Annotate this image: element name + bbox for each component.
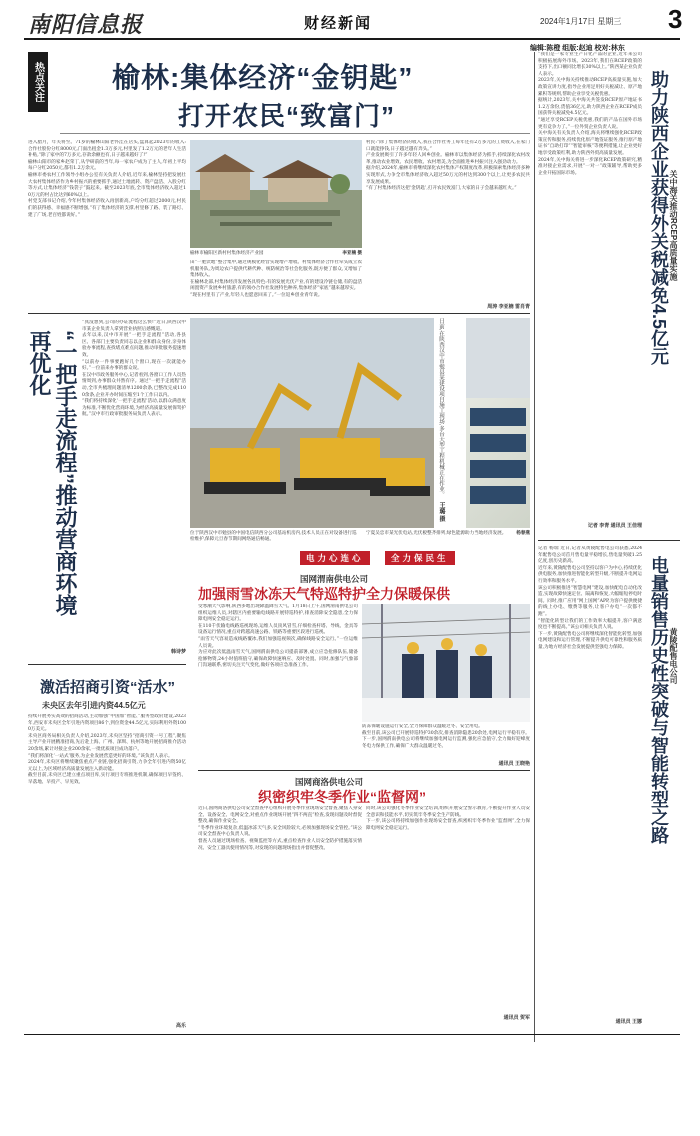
masthead-date [540,16,621,27]
lead-body-right: 村民:“除了集体经济的收入,我在合作社务工每年还有2万多元的工资收入,在家门口就能挣钱,日子越过越有奔头。” 产业发展吸引了许多年轻人回乡创业。榆林市以集体经济为抓手,持续深化农村改革,推动农业增效、农民增收、农村增美,为全面推进乡村振兴注入强劲动力。 据介绍,2024年,榆林市将继续深化农村集体产权制度改革,积极探索集体经济多种实现形式,力争全市集体经济收入超过50万元的村达到300个以上,让更多农民共享发展成果。 “有了村集体经济这把‘金钥匙’,打开农民致富门,大家的日子会越来越红火。” [366,140,530,192]
right-bottom-subhead: 黄陵配售电公司 [669,628,678,684]
right-bottom-headline: 电量销售历史性突破与智能转型之路 [649,556,669,844]
bottom-story-body-right: 同时,该公司强化冬季作业安全培训,组织开展安全警示教育,不断提升作业人员安全意识和技能水平,切实筑牢冬季安全生产防线。 下一步,该公司将持续加强作业现场安全督查,织密织牢冬季作业“监督网”,全力保障电网安全稳定运行。 [366,806,530,831]
right-bottom-byline: 通讯员 王娜 [615,1019,642,1025]
banner-byline: 通讯员 王晓艳 [498,761,530,767]
editors-line: 编辑:陈橙 组版:赵迪 校对:林东 [530,45,625,52]
banner-label-left: 电力心连心 [300,551,370,565]
weekday-text: 星期三 [597,17,622,26]
right-top-body: “我们是一家专业生产日化产品的企业,近年来公司积极拓展海外市场。2023年,我们在RCEP政策的支持下,出口额同比增长30%以上。”陕西某企业负责人表示。 2023年,关中海关持续推动RCEP高质量实施,加大政策宣讲力度,指导企业用足用好关税减让、原产地累积等规则,帮助企业享受关税优惠。 据统计,2023年,关中海关共签发RCEP原产地证书1.2万余份,货值36亿元,助力陕西企业在RCEP成员国获得关税减免4.5亿元。 “通过享受RCEP关税优惠,我们的产品在国外市场更有竞争力了。”一位外贸企业负责人说。 关中海关有关负责人介绍,海关将继续强化RCEP政策宣传和服务,持续优化原产地签证服务,推行原产地证书“自助打印”“智能审核”等便利措施,让企业更好地享受政策红利,助力陕西外贸高质量发展。 2024年,关中海关将进一步深化RCEP政策研究,精准对接企业需求,开展“一对一”政策辅导,帮助更多企业开拓国际市场。 [538,52,642,176]
machinery-photo-illustration [190,318,434,528]
lead-headline-1: 榆林:集体经济“金钥匙” [112,62,414,93]
lead-photo-caption [190,250,362,256]
right-column-rule [534,52,535,1042]
right-top-byline: 记者 李青 通讯员 王佳理 [587,523,642,529]
date-text: 2024年1月17日 [540,17,596,26]
photo-2 [190,318,434,528]
lead-headline-2: 打开农民“致富门” [178,101,396,131]
sub-story-subheadline: 未央区去年引进内资44.5亿元 [42,701,146,710]
right-bottom-top-rule [538,540,680,541]
banner-org: 国网渭南供电公司 [300,574,369,584]
lead-byline: 周涛 李亚楠 雷肖青 [487,304,530,310]
photo-2-vertical-credit: 王璐 摄 [438,502,444,522]
solar-photo-illustration [466,318,530,528]
lead-headline-rule [60,133,530,134]
banner-label-right: 全力保民生 [385,551,455,565]
right-top-headline: 助力陕西企业获得外关税减免4.5亿元 [649,70,669,366]
banner-photo [362,604,530,722]
left-feature-byline: 韩诗梦 [170,649,186,655]
masthead-rule [24,38,680,40]
page-number: 3 [668,4,683,34]
photo-3-caption-credit: 杨春燕 [516,530,530,535]
banner-body-left: 受寒潮天气影响,陕西多地出现降温降雪天气。1月18日上午,国网渭南供电公司组织运维人员,对辖区内重要输电线路开展特巡特护,排查消除安全隐患,全力保障电网安全稳定运行。 在110千伏输电线路巡视现场,运维人员顶风冒雪,仔细检查杆塔、导线、金具等设备运行情况,重点对跨越高速公路、铁路等重要区段进行巡视。 “雨雪天气容易造成线路覆冰,我们加强巡视频次,确保线路安全运行。”一位运维人员说。 为应对此次低温雨雪天气,国网渭南供电公司提前部署,成立应急抢修队伍,储备抢修物资,24小时值班值守,确保故障快速响应、及时处置。同时,加强与气象部门沟通联系,密切关注天气变化,做好各项应急准备工作。 [198,604,358,669]
photo-2-caption-right [366,530,530,536]
photo-2-vertical-caption-box [437,318,463,528]
bottom-story-org: 国网商洛供电公司 [295,777,364,787]
right-bottom-body: 记者 杨瑞 近日,记者从黄陵配售电公司获悉,2024年配售电公司首月售电量平稳增长,售电量突破1.25亿度,创历史新高。 近年来,黄陵配售电公司坚持以客户为中心,持续优化供电服务,加快推进智能化转型升级,不断提升电网运行效率和服务水平。 该公司积极推进“智慧电网”建设,加快配电自动化改造,实现故障快速定位、隔离和恢复,大幅缩短停电时间。同时,推广应用“网上国网”APP,为客户提供便捷的线上办电、缴费等服务,让客户办电“一次都不跑”。 “智能化转型让我们的工作效率大幅提升,客户满意度也不断提高。”该公司相关负责人说。 下一步,黄陵配售电公司将继续深化智能化转型,加强电网建设和运行管理,不断提升供电可靠性和服务质量,为地方经济社会发展提供坚强电力保障。 [538,546,642,650]
photo-3 [466,318,530,528]
sub-story-byline: 高乐 [175,1023,186,1029]
bottom-story-body-left: 近日,国网商洛供电公司安全督查中心组织开展冬季作业现场安全督查,聚焦人身安全、设备安全、电网安全,对重点作业现场开展“四不两直”检查,发现问题及时督促整改,确保作业安全。 “冬季作业环境复杂,低温冰冻天气多,安全风险较大,必须加强现场安全管控。”该公司安全督查中心负责人说。 督查人员通过现场检查、视频监控等方式,重点检查作业人员安全防护措施落实情况、安全工器具使用情况等,对发现的问题现场指出并督促整改。 [198,806,362,851]
lead-bottom-rule [28,313,530,314]
utility-workers-photo-illustration [362,604,530,722]
sub-story-headline: 激活招商引资“活水” [40,679,176,696]
photo-2-caption-left: 位于陕西汉中市勉县的中国电信陕西分公司基站机房内,技术人员正在对设备进行巡检维护,保障元旦春节期间网络通信畅通。 [190,530,357,542]
bottom-story-headline: 织密织牢冬季作业“监督网” [258,789,426,805]
lead-body-left: 进入腊月，年关将至。71岁的榆林山阳老怀洼在店头,盘算起2023年的收入:合作社股份分红8000元,门面出租金1.3万多元,村里发了1.2万元的老年人生活补贴,“除了家中的7万多元,存款余额也有,日子越来越好了!” 榆林山阳市的家乡赵荣丁,从学研前的当年,每一家农户成为了主人,年初上平均每户分红2050元,都有1.2万余元。 榆林市委农村工作领导小组办公室有关负责人介绍,近年来,榆林坚持把发展壮大农村集体经济作为乡村振兴的重要抓手,通过土地流转、资产盘活、入股分红等方式,让集体经济“钱袋子”鼓起来。截至2023年底,全市集体经济收入超过10万元的村占比达到60%以上。 村党支部书记介绍,今年村集体经济收入再创新高,户均分红超过2000元,村民们的获得感、幸福感不断增强,“有了集体经济的支撑,村里修了路、装了路灯、建了广场,老百姓都说好。” [28,140,186,218]
banner-body-right: 防冻保暖设施运行安全,全力保障群众温暖过冬、安全用电。 截至目前,该公司已开展特巡特护30余次,排查消除隐患20余处,电网运行平稳有序。 下一步,国网渭南供电公司将继续加强电网运行监测,强化应急值守,全力做好迎峰度冬电力保供工作,确保广大群众温暖过冬。 [362,724,530,749]
left-feature-headline: “一把手走流程”推动营商环境再优化 [27,330,78,616]
page-bottom-rule [24,1034,680,1035]
left-feature-body: “真没想到,公司的办证流程这么快!”近日,陕西汉中市某企业负责人拿到营业执照后感慨道。 去年以来,汉中市开展“一把手走流程”活动,各县区、各部门主要负责同志以企业和群众身份,亲身体验办事流程,查找堵点难点问题,推动审批服务提速增效。 “以前办一件事要跑好几个窗口,现在一次就能办好。”一位前来办事的群众说。 在汉中市政务服务中心,记者看到,各窗口工作人员热情周到,办事群众井然有序。通过“一把手走流程”活动,全市共梳理问题清单1200余条,已整改完成1100余条,企业开办时间压缩至1个工作日以内。 “我们将持续深化‘一把手走流程’活动,以群众满意度为标准,不断优化营商环境,为经济高质量发展保驾护航。”汉中市行政审批服务局负责人表示。 [82,320,186,418]
lead-photo-caption-text: 榆林市榆阳区新村村集体经济产业园 [190,250,264,255]
photo-3-caption-text: 宁夏吴忠市某光伏电站,光伏板整齐排列,绿色能源助力当地经济发展。 [366,530,507,535]
masthead-paper-name: 南阳信息报 [28,12,144,37]
bottom-story-byline: 通讯员 贺军 [503,1015,530,1021]
sub-story-body: 持续开展务实高效的招商活动,主动加强“中国加“智能、”服务型政府建设,2023年,西安市未央区全年引进内资项目86个,到位资金44.5亿元,实际利用外资1000万美元。 未央区商务局相关负责人介绍,2023年,未央区坚持“招商引资一号工程”,聚焦主导产业开展精准招商,先后赴上海、广州、深圳、杭州等地开展招商推介活动20余场,累计对接企业200余家,一批优质项目成功落户。 “我们将深化‘一站式’服务,为企业发展营造更好的环境。”该负责人表示。 2024年,未央区将继续聚焦重点产业链,强化招商引资,力争全年引进内资50亿元以上,为区域经济高质量发展注入新动能。 截至目前,未央区已建立重点项目库,实行项目专班推进机制,确保项目早签约、早落地、早投产、早见效。 [28,714,186,785]
bottom-story-top-rule [198,770,530,771]
masthead-section: 财经新闻 [304,15,373,32]
lead-photo [190,140,362,248]
lead-photo-credit: 李亚楠 摄 [342,250,362,255]
right-top-subhead: 关中海关推动RCEP高质量实施 [669,170,678,281]
sub-story-top-rule [28,664,186,665]
photo-2-vertical-caption: 日前,在陕西汉中市勉县某建设项目施工现场,多台大型工程机械正在作业。 [438,318,444,498]
banner-headline: 加强雨雪冰冻天气特巡特护全力保暖保供 [198,586,450,602]
village-photo-illustration [190,140,362,248]
hot-topic-tag: 热点关注 [28,52,48,112]
lead-body-mid: 田“一肥饮地”整合集中,通过规模化经营实现增产增收。村集体经济合作社牵头成立农机服务队,为周边农户提供代耕代种、统防统治等社会化服务,既方便了群众,又增加了集体收入。 在榆林北部,村集体经济发展各具特色:有的发展光伏产业,有的建设冷链仓储,有的盘活闲置资产发展乡村旅游,有的领办合作社发展特色种养,集体经济“家底”越来越厚实。 “现在村里有了产业,年轻人也愿意回来了。”一位返乡创业青年说。 [190,260,362,298]
